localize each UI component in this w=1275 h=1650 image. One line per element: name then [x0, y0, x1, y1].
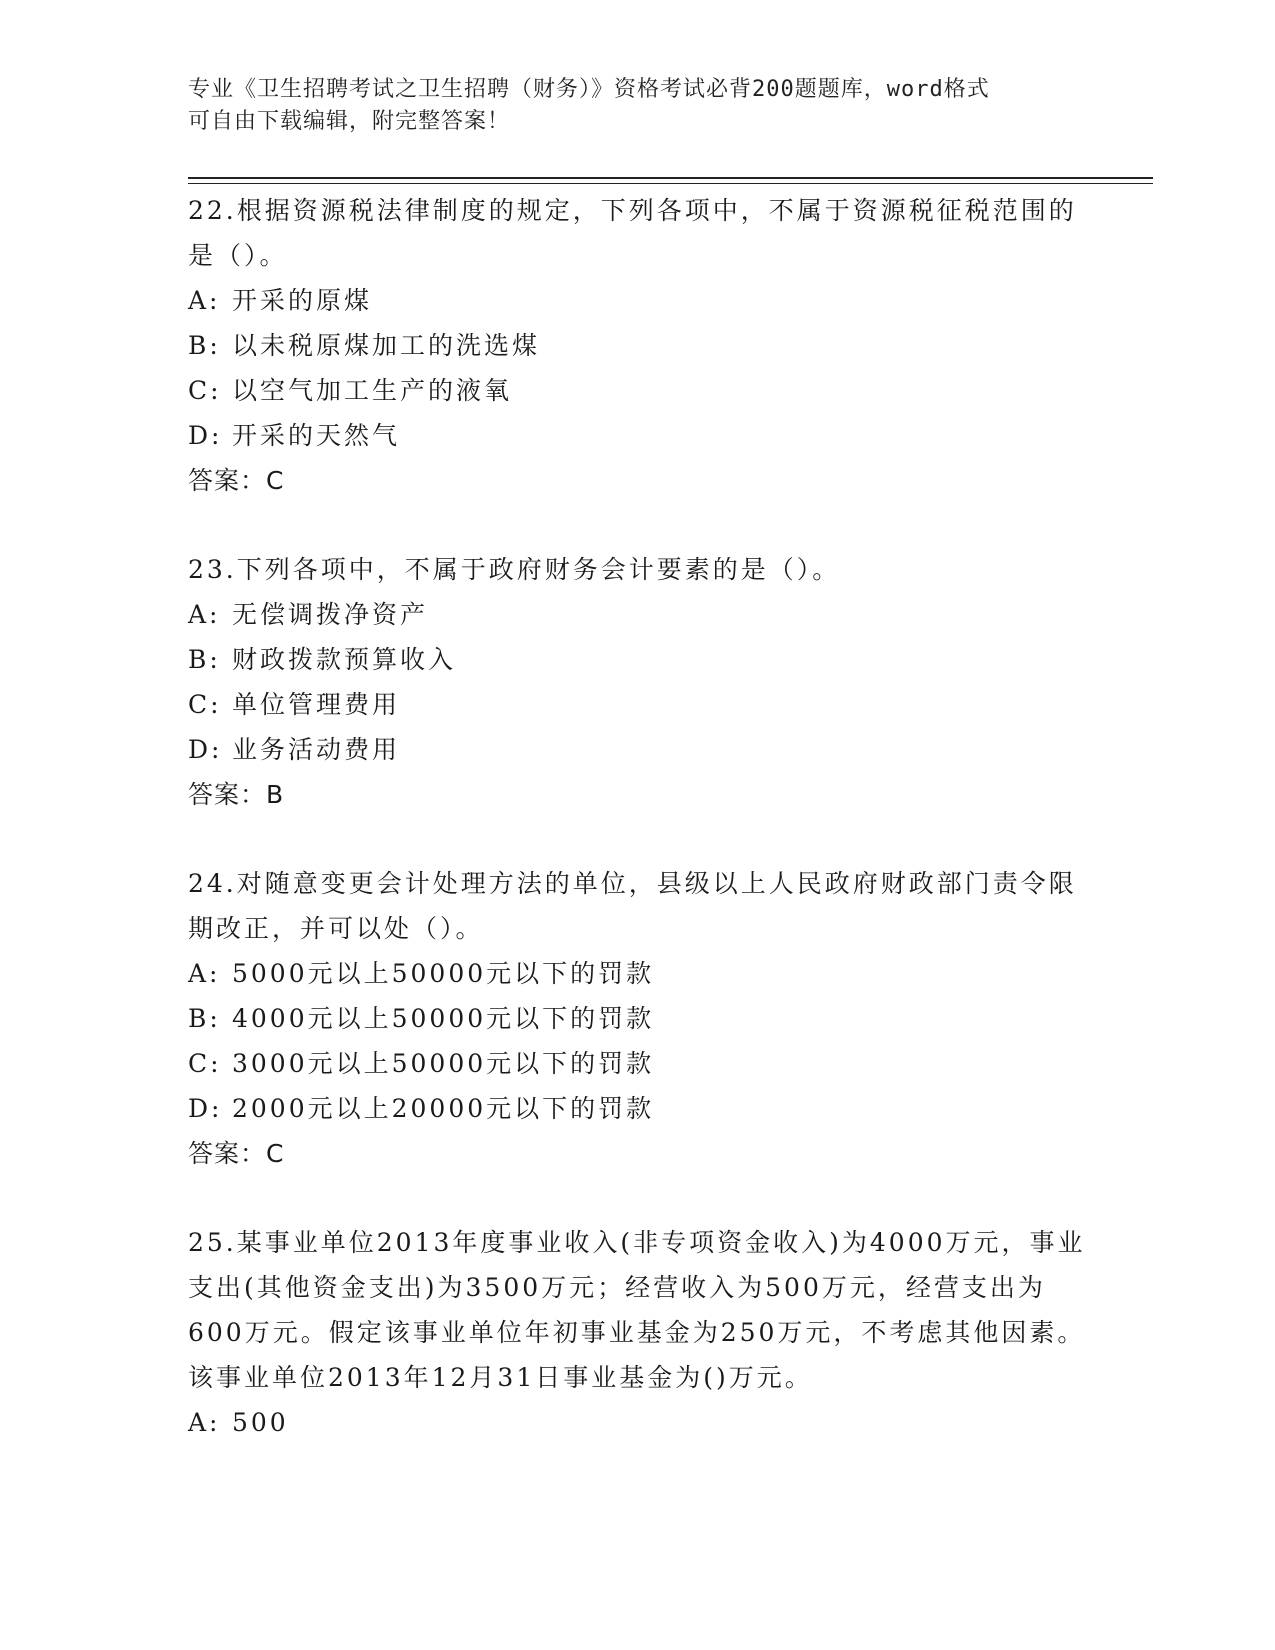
- option-text: 2000元以上20000元以下的罚款: [232, 1094, 655, 1123]
- question-stem: 24.对随意变更会计处理方法的单位，县级以上人民政府财政部门责令限期改正，并可以处（）。: [188, 869, 1077, 943]
- question-stem: 23.下列各项中，不属于政府财务会计要素的是（）。: [188, 555, 841, 584]
- option-text: 以空气加工生产的液氧: [232, 376, 513, 405]
- option-c: [188, 1041, 1088, 1086]
- option-letter: C:: [188, 1049, 222, 1078]
- option-letter: B:: [188, 645, 221, 674]
- question-stem: 22.根据资源税法律制度的规定，下列各项中，不属于资源税征税范围的是（）。: [188, 196, 1077, 270]
- header-line-1: 专业《卫生招聘考试之卫生招聘（财务）》资格考试必背200题题库，word格式: [188, 77, 990, 102]
- option-d: [188, 1086, 1088, 1131]
- option-text: 3000元以上50000元以下的罚款: [232, 1049, 655, 1078]
- option-b: [188, 996, 1088, 1041]
- header-divider-thin: [188, 183, 1153, 184]
- option-a: [188, 1400, 1088, 1445]
- option-text: 财政拨款预算收入: [232, 645, 457, 674]
- question-stem: 25.某事业单位2013年度事业收入(非专项资金收入)为4000万元，事业支出(其他资金支出)为3500万元；经营收入为500万元，经营支出为600万元。假定该事业单位年初事业基金为250万元，不考虑其他因素。该事业单位2013年12月31日事业基金为()万元。: [188, 1228, 1086, 1392]
- option-a: [188, 951, 1088, 996]
- option-d: [188, 727, 1088, 772]
- option-letter: C:: [188, 690, 222, 719]
- option-text: 开采的原煤: [232, 286, 373, 315]
- question-25: [188, 1220, 1088, 1445]
- option-letter: A:: [188, 959, 221, 988]
- answer-line: 答案：C: [188, 466, 285, 495]
- option-c: [188, 368, 1088, 413]
- answer-line: 答案：C: [188, 1139, 285, 1168]
- header-line-2: 可自由下载编辑，附完整答案！: [188, 109, 511, 134]
- question-22: [188, 188, 1088, 503]
- option-c: [188, 682, 1088, 727]
- question-24: [188, 861, 1088, 1176]
- document-header: [188, 74, 1068, 138]
- question-23: [188, 547, 1088, 817]
- answer-line: 答案：B: [188, 780, 285, 809]
- option-d: [188, 413, 1088, 458]
- option-text: 业务活动费用: [232, 735, 401, 764]
- option-text: 开采的天然气: [232, 421, 401, 450]
- option-text: 以未税原煤加工的洗选煤: [232, 331, 541, 360]
- option-a: [188, 278, 1088, 323]
- option-letter: D:: [188, 1094, 223, 1123]
- option-a: [188, 592, 1088, 637]
- option-letter: C:: [188, 376, 222, 405]
- option-letter: B:: [188, 331, 221, 360]
- option-letter: A:: [188, 286, 221, 315]
- option-letter: A:: [188, 600, 221, 629]
- option-letter: B:: [188, 1004, 221, 1033]
- option-text: 无偿调拨净资产: [232, 600, 429, 629]
- option-text: 5000元以上50000元以下的罚款: [232, 959, 655, 988]
- option-letter: D:: [188, 735, 223, 764]
- option-b: [188, 637, 1088, 682]
- option-letter: D:: [188, 421, 223, 450]
- option-letter: A:: [188, 1408, 221, 1437]
- option-text: 单位管理费用: [232, 690, 401, 719]
- option-text: 500: [232, 1408, 289, 1437]
- question-list: [188, 188, 1088, 1489]
- option-b: [188, 323, 1088, 368]
- header-divider-thick: [188, 177, 1153, 179]
- option-text: 4000元以上50000元以下的罚款: [232, 1004, 655, 1033]
